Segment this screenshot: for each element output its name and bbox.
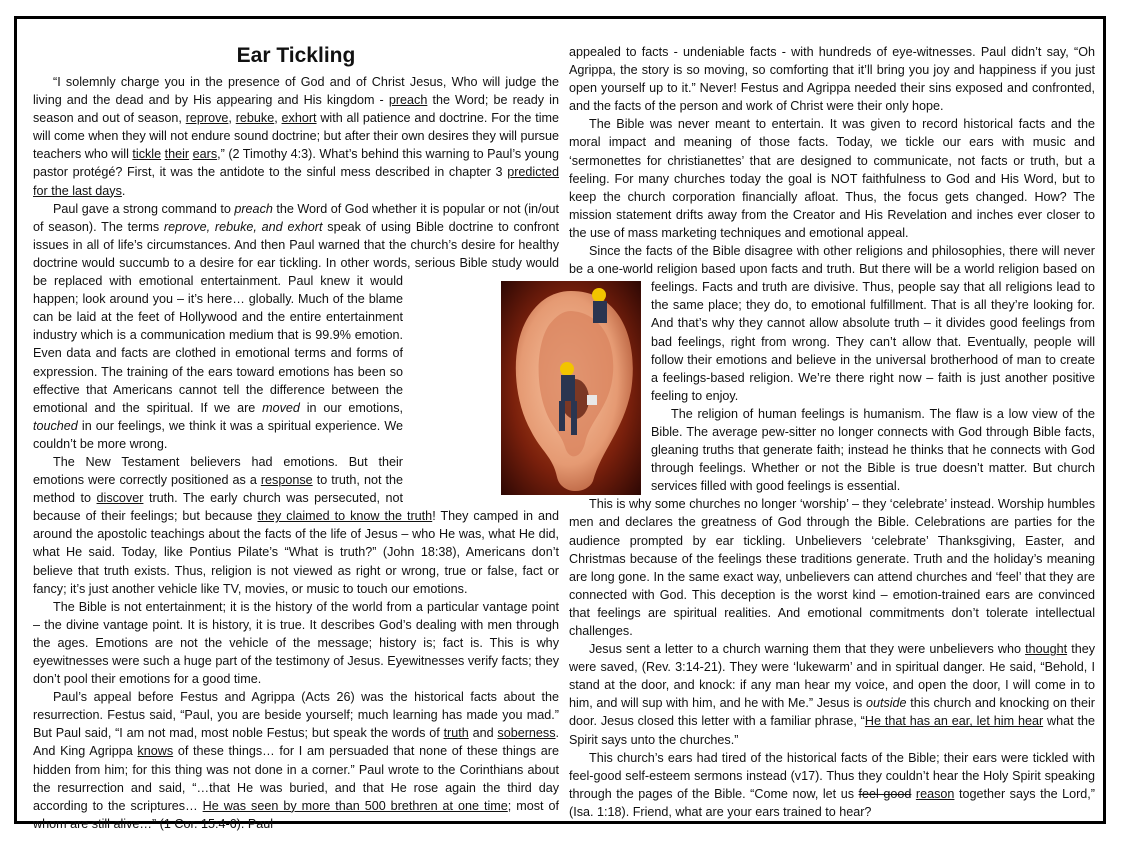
- text-run: appealed to facts - undeniable facts - with hundreds of eye-witnesses. Paul didn’t say, “Oh Agrippa, the story is so moving, so comforting that it’ll bring you joy and happiness if you just open yourself up to it.” Never! Festus and Agrippa needed their sins exposed and confronted, and the facts of the person and work of Christ were their only hope.: [569, 45, 1095, 114]
- left-column: [33, 43, 559, 833]
- ear-illustration-image: [501, 281, 641, 495]
- underlined-text: thought: [1025, 642, 1068, 657]
- text-run: The New Testament believers had emotions. But their emotions were correctly positioned as a: [33, 454, 403, 488]
- underlined-text: predicted for the last days: [33, 165, 559, 198]
- paragraph: [569, 43, 1095, 115]
- text-run: of these things… for I am persuaded that none of these things are hidden from him; for this thing was not done in a corner.” Paul wrote to the Corinthians about the resurrection and said, “…that He was buried, and that He rose again the third day according to the scriptures…: [33, 744, 559, 813]
- underlined-text: reprove: [185, 111, 229, 126]
- underlined-text: reason: [915, 786, 955, 801]
- underlined-text: He was seen by more than 500 brethren at one time: [202, 798, 508, 813]
- underlined-text: ears: [192, 147, 218, 162]
- text-run: the Word of God whether it is popular or not (in/out of season). The terms: [33, 201, 560, 234]
- text-run: The Bible was never meant to entertain. It was given to record historical facts and the moral impact and meaning of those facts. Today, we tickle our ears with music and ‘sermonettes for christianettes’ that are designed to communicate, not facts or truth, but a feeling. For many churches today the goal is NOT faithfulness to God and His Word, but to keep the church corporation financially afloat. Thus, the focus gets changed. How? The mission statement drifts away from the Creator and His Revelation and inches ever closer to the use of mass marketing techniques and emotional appeal.: [569, 117, 1095, 240]
- underlined-text: response: [260, 473, 313, 488]
- text-run: “I solemnly charge you in the presence of God and of Christ Jesus, Who will judge the living and the dead and by His appearing and His kingdom -: [33, 75, 559, 108]
- text-run: truth. The early church was persecuted, not because of their feelings; but because: [33, 491, 403, 524]
- paragraph: [569, 749, 1095, 821]
- text-run: in our feelings, we think it was a spiritual experience. We couldn’t be more wrong.: [33, 418, 403, 451]
- underlined-text: exhort: [281, 111, 317, 126]
- paragraph: [33, 688, 559, 833]
- underlined-text: rebuke: [235, 111, 275, 126]
- underlined-text: they claimed to know the truth: [257, 509, 433, 524]
- underlined-text: He that has an ear, let him hear: [864, 714, 1044, 729]
- underlined-text: truth: [443, 726, 469, 741]
- document-page: [14, 16, 1106, 831]
- italic-text: moved: [262, 400, 300, 415]
- text-run: together says the Lord,” (Isa. 1:18). Friend, what are your ears trained to hear?: [569, 786, 1096, 819]
- right-column: [569, 43, 1095, 821]
- paragraph: [33, 598, 559, 688]
- text-run: ! They camped in and around the apostolic teachings about the facts of the life of Jesus – who He was, what He did, what He said. Today, like Pontius Pilate’s “What is truth?” (John 18:38), Americans don’t believe that truth exists. Thus, religion is not viewed as right or wrong, true or false, fact or fancy; it’s just another vehicle like TV, movies, or music to touch our emotions.: [33, 509, 559, 596]
- text-run: Paul’s appeal before Festus and Agrippa (Acts 26) was the historical facts about the resurrection. Festus said, “Paul, you are beside yourself; much learning has made you mad.” But Paul said, “I am not mad, most noble Festus; but speak the words of: [33, 690, 559, 741]
- text-run: and: [468, 726, 498, 741]
- text-run: in our emotions,: [299, 400, 404, 415]
- text-run: ; most of whom are still alive…” (1 Cor. 15:4-6). Paul: [33, 798, 559, 831]
- italic-text: reprove, rebuke, and exhort: [163, 219, 323, 234]
- text-run: to truth, not the method to: [33, 473, 403, 506]
- paragraph: [33, 73, 559, 200]
- text-run: This is why some churches no longer ‘worship’ – they ‘celebrate’ instead. Worship humbles men and declares the greatness of God through the Bible. Celebrations are parties for the audience prompted by ear tickling. Unbelievers ‘celebrate’ Thanksgiving, Easter, and Christmas because of the feelings these traditions generate. Truth and the holiday’s meaning are long gone. In the same exact way, unbelievers can attend churches and ‘feel’ that they are connected with God. This deception is the worst kind – emotion-trained ears are convinced that feelings are spiritual realities. And emotional commitments don’t tolerate intellectual challenges.: [569, 497, 1095, 638]
- text-run: with all patience and doctrine. For the time will come when they will not endure sound doctrine; but after their own desires they will pursue teachers who will: [33, 111, 560, 162]
- text-run: This church’s ears had tired of the historical facts of the Bible; their ears were tickled with feel-good self-esteem sermons instead (v17). Thus they couldn’t hear the Holy Spirit speaking through the pages of the Bible. “Come now, let us: [569, 750, 1095, 801]
- article-title: Ear Tickling: [236, 44, 356, 67]
- text-run: .: [121, 183, 126, 198]
- italic-text: preach: [234, 201, 273, 216]
- underlined-text: soberness: [497, 726, 556, 741]
- ear-workers-icon: [501, 281, 641, 495]
- paragraph: [569, 115, 1095, 242]
- paragraph: [569, 640, 1095, 749]
- underlined-text: their: [164, 147, 190, 162]
- text-run: the Word; be ready in season and out of season,: [33, 93, 559, 126]
- struck-text: feel good: [858, 786, 912, 801]
- underlined-text: knows: [137, 744, 174, 759]
- text-run: The religion of human feelings is humanism. The flaw is a low view of the Bible. The average pew-sitter no longer connects with God through Bible facts, gleaning truths that generate faith; instead he thinks that he connects with God through feelings. Whether or not the Bible is true doesn’t matter. But church services filled with good feelings is essential.: [651, 406, 1095, 494]
- text-run: ,: [228, 111, 236, 126]
- text-run: ,” (2 Timothy 4:3). What’s behind this warning to Paul’s young pastor protégé? First, it was the antidote to the sinful mess described in chapter 3: [33, 147, 560, 180]
- text-run: they were saved, (Rev. 3:14-21). They were ‘lukewarm’ and in spiritual danger. He said, “Behold, I stand at the door, and knock: if any man hear my voice, and open the door, I will come in to him, and will sup with him, and he with Me.” Jesus is: [569, 642, 1095, 711]
- text-run: . And King Agrippa: [33, 726, 559, 759]
- text-run: speak of using Bible doctrine to confront issues in all of life’s circumstances. And then Paul warned that the church’s desire for healthy doctrine would succumb to a desire for ear tickling. In other words, serious Bible study would be replaced with emotional entertainment. Paul knew it would happen; look around you – it’s here… globally. Much of the blame can be laid at the feet of Hollywood and the entire entertainment industry which is a communication medium that is 99.9% emotion. Even data and facts are clothed in emotional terms and forms of expression. The training of the ears toward emotions has been so effective that Americans cannot tell the difference between the emotional and the spiritual. If we are: [33, 219, 560, 415]
- text-run: Jesus sent a letter to a church warning them that they were unbelievers who: [589, 642, 1026, 657]
- text-run: The Bible is not entertainment; it is the history of the world from a particular vantage point – the divine vantage point. It is history, it is true. It describes God’s dealing with men through the ages. Emotions are not the vehicle of the message; history is; fact is. This is why eyewitnesses were such a huge part of the testimony of Jesus. Eyewitnesses verify facts; they don’t pool their emotions for a good time.: [33, 599, 559, 687]
- underlined-text: preach: [388, 93, 428, 108]
- text-run: Paul gave a strong command to: [53, 201, 235, 216]
- text-run: ,: [274, 111, 282, 126]
- text-run: this church and knocking on their door. Jesus closed this letter with a familiar phrase, “: [569, 696, 1095, 729]
- underlined-text: discover: [96, 491, 144, 506]
- text-run: what the Spirit says unto the churches.”: [569, 714, 1095, 747]
- underlined-text: tickle: [132, 147, 162, 162]
- italic-text: touched: [33, 418, 78, 433]
- italic-text: outside: [865, 696, 907, 711]
- paragraph: [569, 495, 1095, 640]
- text-run: Since the facts of the Bible disagree with other religions and philosophies, there will never be a one-world religion based upon facts and truth. But there will be a world religion based on feelings. Facts and truth are divisive. Thus, people say that all religions lead to the same place; they do, to emotional fulfillment. That is all they’re looking for. And that’s why they cannot allow absolute truth – it divides good feelings from bad feelings, right from wrong. They can’t allow that. Eventually, people will follow their emotions and believe in the universal brotherhood of man to create a feelings-based religion. We’re there right now – faith is just another positive feeling to enjoy.: [569, 244, 1095, 403]
